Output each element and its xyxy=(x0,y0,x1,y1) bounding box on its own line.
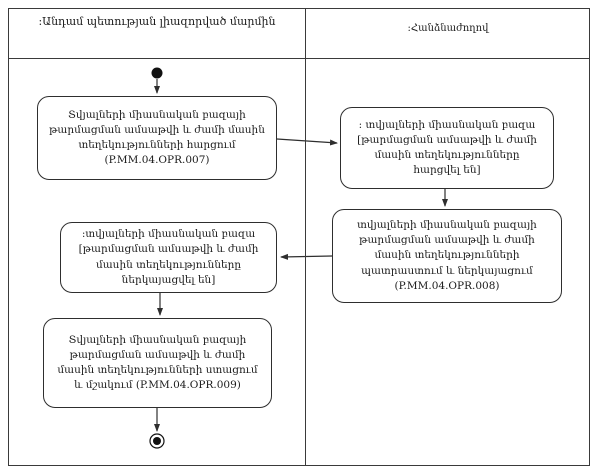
lane-header-separator xyxy=(8,58,590,59)
lane-title-member-state-authorized-body: :Անդամ պետության լիազորված մարմին xyxy=(38,15,276,28)
object-unified-database-info-requested: : տվյալների միասնական բազա [թարմացման ամսաթվի և ժամի մասին տեղեկությունները հարցվել են] xyxy=(340,107,554,189)
activity-prepare-and-submit-update-info: տվյալների միասնական բազայի թարմացման ամսաթվի և ժամի մասին տեղեկությունների պատրաստում և ներկայացում (P.MM.04.OPR.008) xyxy=(332,209,562,303)
activity-request-update-date-time-info: Տվյալների միասնական բազայի թարմացման ամսաթվի և ժամի մասին տեղեկությունների հարցում (P.MM.04.OPR.007) xyxy=(37,96,277,180)
lane-divider xyxy=(305,8,306,466)
object-unified-database-info-submitted: :տվյալների միասնական բազա [թարմացման ամսաթվի և ժամի մասին տեղեկությունները ներկայացվել են] xyxy=(60,222,277,293)
activity-receive-and-process-update-info: Տվյալների միասնական բազայի թարմացման ամսաթվի և ժամի մասին տեղեկությունների ստացում և մշակում (P.MM.04.OPR.009) xyxy=(43,318,272,408)
lane-title-commission: :Հանձնաժողով xyxy=(407,23,489,34)
